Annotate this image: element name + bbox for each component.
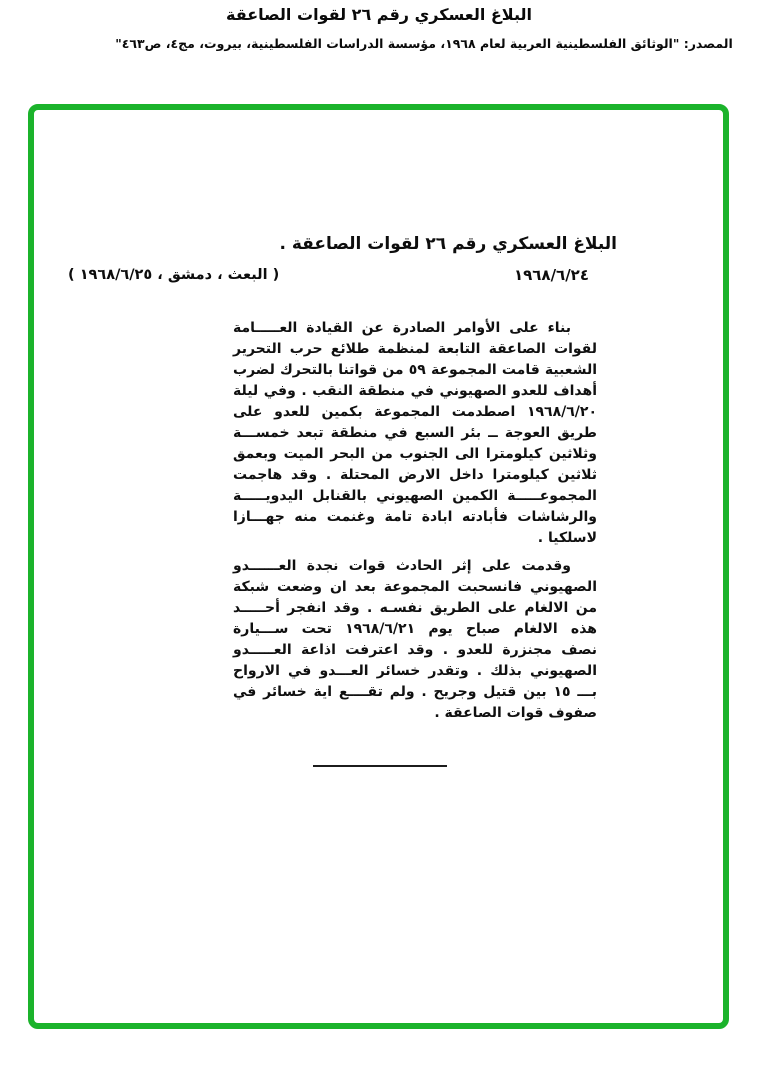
body-line: صفوف قوات الصاعقة . [434, 705, 597, 721]
body-line: وثلاثين كيلومترا الى الجنوب من البحر الميت وبعمق [233, 446, 597, 462]
page-title: البلاغ العسكري رقم ٢٦ لقوات الصاعقة [226, 5, 532, 24]
publication-note: ( البعث ، دمشق ، ١٩٦٨/٦/٢٥ ) [68, 267, 280, 283]
body-line: وقدمت على إثر الحادث قوات نجدة العــــــدو [233, 558, 571, 574]
paragraph-2 [233, 556, 597, 724]
body-line: هذه الالغام صباح يوم ١٩٦٨/٦/٢١ تحت ســـيارة [233, 621, 597, 637]
communique-title: البلاغ العسكري رقم ٢٦ لقوات الصاعقة . [279, 234, 617, 254]
body-line: بناء على الأوامر الصادرة عن القيادة العـــــامة [233, 320, 571, 336]
body-line: بـــ ١٥ بين قتيل وجريح . ولم تقــــع اية خسائر في [233, 684, 597, 700]
paragraph-1 [233, 318, 597, 549]
document-frame [28, 104, 729, 1029]
communique-body [233, 318, 597, 724]
body-line: نصف مجنزرة للعدو . وقد اعترفت اذاعة العـــــدو [233, 642, 597, 658]
body-line: لاسلكيا . [537, 530, 597, 546]
body-line: من الالغام على الطريق نفسـه . وقد انفجر أحـــــد [233, 600, 597, 616]
body-line: الصهيوني فانسحبت المجموعة بعد ان وضعت شبكة [233, 579, 597, 595]
body-line: ١٩٦٨/٦/٢٠ اصطدمت المجموعة بكمين للعدو على [233, 404, 597, 420]
source-citation: المصدر: "الوثائق الفلسطينية العربية لعام ١٩٦٨، مؤسسة الدراسات الفلسطينية، بيروت، مج٤، ص٤٦٣" [115, 36, 733, 51]
body-line: والرشاشات فأبادته ابادة تامة وغنمت منه جهـــازا [233, 509, 597, 525]
body-line: لقوات الصاعقة التابعة لمنظمة طلائع حرب التحرير [233, 341, 597, 357]
body-line: المجموعـــــة الكمين الصهيوني بالقنابل اليدويـــــة [233, 488, 597, 504]
communique-date: ١٩٦٨/٦/٢٤ [513, 266, 589, 284]
body-line: الصهيوني بذلك . وتقدر خسائر العـــدو في الارواح [233, 663, 597, 679]
body-line: ثلاثين كيلومترا داخل الارض المحتلة . وقد هاجمت [233, 467, 597, 483]
body-line: الشعبية قامت المجموعة ٥٩ من قواتنا بالتحرك لضرب [233, 362, 597, 378]
body-line: أهداف للعدو الصهيوني في منطقة النقب . وفي ليلة [233, 383, 597, 399]
body-line: طريق العوجة ــ بئر السبع في منطقة تبعد خمســـة [233, 425, 597, 441]
end-of-document-rule [313, 765, 447, 767]
